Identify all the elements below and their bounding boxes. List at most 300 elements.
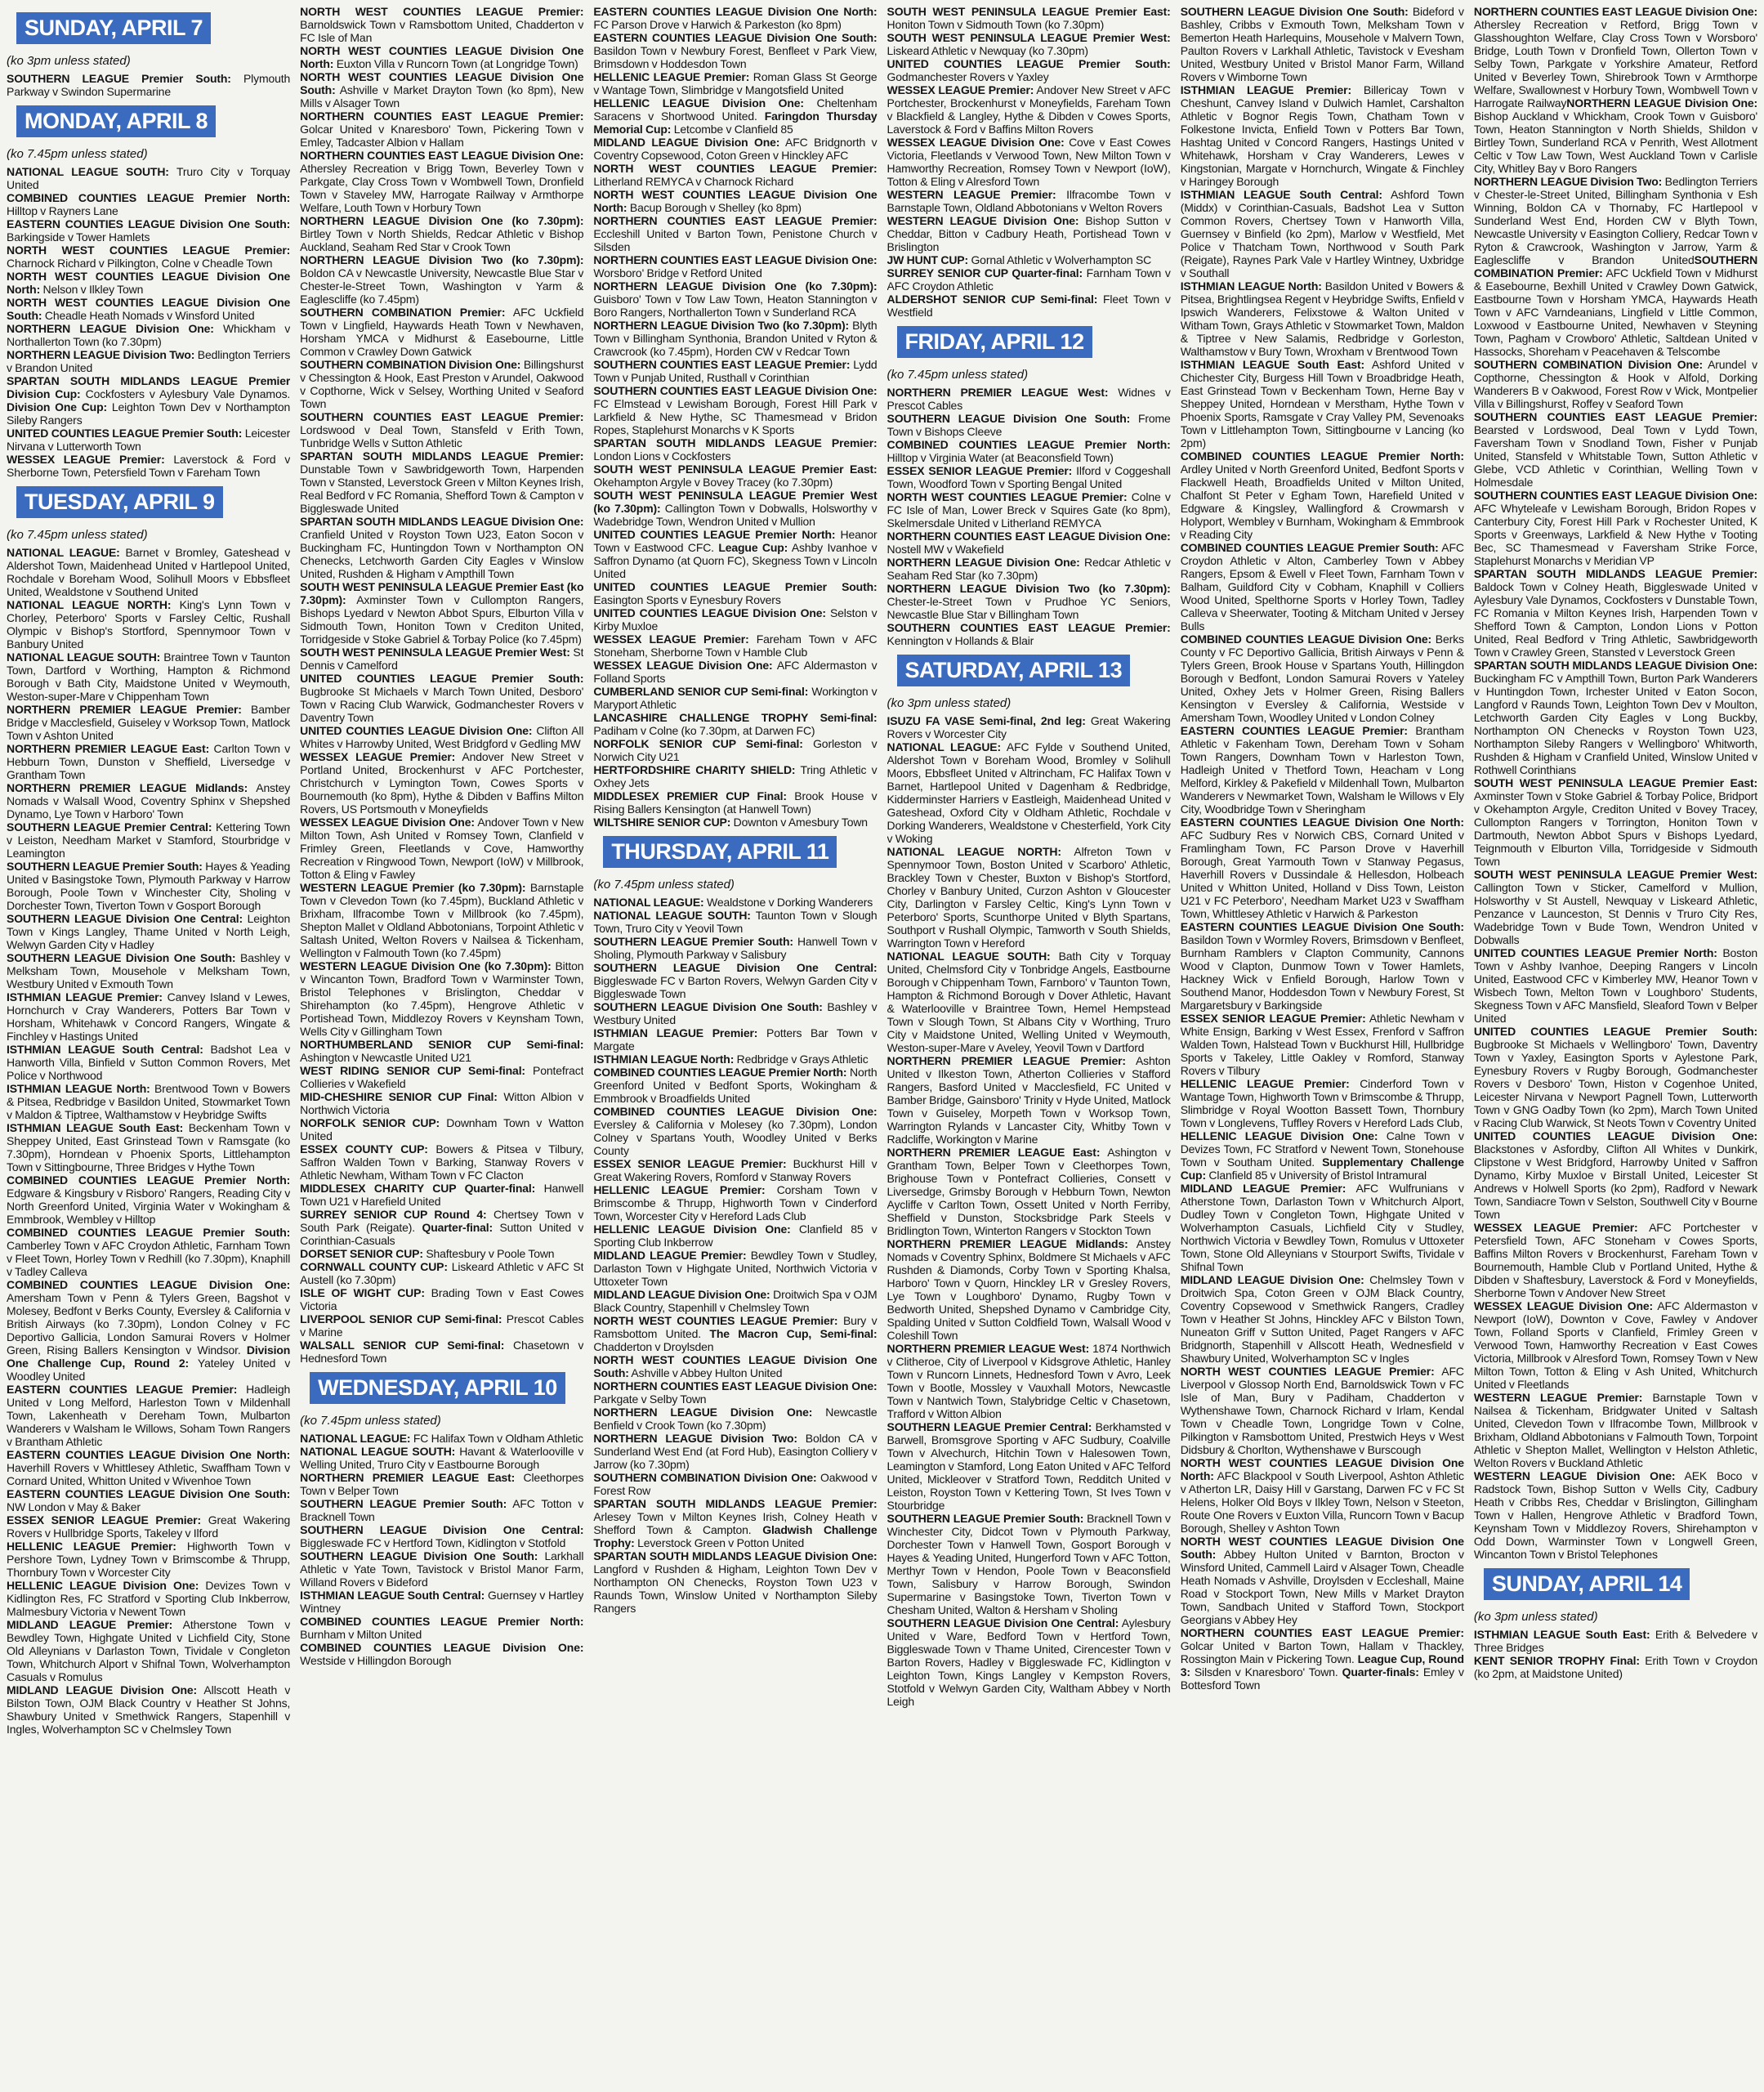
fixture-entry <box>593 909 877 935</box>
league-name: LIVERPOOL SENIOR CUP Semi-final: <box>300 1312 502 1325</box>
league-name: UNITED COUNTIES LEAGUE Premier North: <box>1473 946 1717 959</box>
fixture-text: Callington Town v Sticker, Camelford v Mullion, Holsworthy v St Austell, Newquay v Liskeard Athletic, Penzance v Launceston, St Dennis v Truro City Res, Wadebridge Town v Bude Town, Wendron United v Dobwalls <box>1473 881 1758 946</box>
league-name: MIDDLESEX PREMIER CUP Final: <box>593 789 787 802</box>
fixture-text: Devizes Town v Kidlington Res, FC Stratford v Sporting Club Inkberrow, Malmesbury Victoria v Newent Town <box>7 1579 291 1618</box>
fixture-entry <box>7 217 290 244</box>
league-name: HELLENIC LEAGUE Premier: <box>593 1183 766 1196</box>
column-1 <box>7 5 290 2092</box>
fixture-entry <box>887 530 1171 556</box>
fixture-text: Anstey Nomads v Walsall Wood, Coventry Sphinx v Shepshed Dynamo, Lye Town v Harboro' Town <box>7 781 291 820</box>
fixture-text: Erith Town v Croydon (ko 2pm, at Maidstone United) <box>1473 1654 1758 1680</box>
league-name: SOUTH WEST PENINSULA LEAGUE Premier West: <box>300 646 570 659</box>
fixture-entry <box>593 1026 877 1053</box>
fixture-text: Hanwell Town v Sholing, Plymouth Parkway v Salisbury <box>593 935 878 961</box>
league-name: SOUTHERN LEAGUE Premier South: <box>7 860 203 873</box>
fixture-text: Honiton Town v Sidmouth Town (ko 7.30pm) <box>886 18 1105 31</box>
league-name: DORSET SENIOR CUP: <box>300 1247 423 1260</box>
fixture-entry <box>593 1471 877 1497</box>
date-header: MONDAY, APRIL 8 <box>16 105 216 137</box>
fixture-entry <box>1474 1628 1757 1654</box>
kickoff-note: (ko 7.45pm unless stated) <box>300 1414 441 1428</box>
fixture-text: Bury v Ramsbottom United. <box>593 1314 878 1340</box>
fixture-text: Havant & Waterlooville v Welling United, Truro City v Eastbourne Borough <box>300 1445 584 1471</box>
fixture-entry <box>7 1448 290 1487</box>
fixture-text: Bedlington Terriers v Chester-le-Street United, Billingham Synthonia v Esh Winning, Boldon CA v Thornaby, FC Hartlepool v Sunderland West End, Horden CW v Blyth Town, Newcastle University v Easington Colliery, Redcar Town v Ryton & Crawcrook, Washington v Jarrow, Yarm & Eaglescliffe v Brandon United <box>1473 175 1758 266</box>
fixture-text: Taunton Town v Slough Town, Truro City v Yeovil Town <box>593 909 878 935</box>
fixture-entry <box>1181 1626 1464 1692</box>
fixture-entry <box>593 384 877 436</box>
league-name: COMBINED COUNTIES LEAGUE Division One: <box>1180 633 1432 646</box>
league-name: NORTHUMBERLAND SENIOR CUP Semi-final: <box>300 1038 584 1051</box>
league-name: EASTERN COUNTIES LEAGUE Division One North: <box>1180 816 1464 829</box>
league-name: SOUTH WEST PENINSULA LEAGUE Premier East: <box>886 5 1171 18</box>
league-name: ESSEX SENIOR LEAGUE Premier: <box>7 1513 201 1527</box>
league-name: MIDLAND LEAGUE Division One: <box>1180 1273 1364 1286</box>
fixture-entry <box>300 110 583 149</box>
fixture-text: Athletic Newham v White Ensign, Barking v West Essex, Frenford v Saffron Walden Town, Halstead Town v Buckhurst Hill, Hullbridge Sports v Takeley, Little Oakley v Romford, Stanway Rovers v Tilbury <box>1180 1012 1464 1077</box>
league-name: League Cup, Round 3: <box>1180 1652 1464 1679</box>
league-name: COMBINED COUNTIES LEAGUE Premier North: <box>300 1615 584 1628</box>
fixture-entry <box>593 162 877 188</box>
fixture-entry <box>1181 83 1464 188</box>
fixture-entry <box>7 650 290 703</box>
fixture-entry <box>7 1579 290 1618</box>
league-name: SOUTH WEST PENINSULA LEAGUE Premier East (ko 7.30pm): <box>300 580 584 606</box>
league-name: EASTERN COUNTIES LEAGUE Division One North: <box>593 5 878 18</box>
fixture-entry <box>1181 1077 1464 1129</box>
fixture-text: AFC Blackpool v South Liverpool, Ashton Athletic v Atherton LR, Daisy Hill v Garstang, Darwen FC v FC St Helens, Holker Old Boys v Ilkley Town, Nelson v Steeton, Route One Rovers v Euxton Villa, Runcorn Town v Bacup Borough, Shelley v Ashton Town <box>1180 1469 1464 1535</box>
fixture-text: Whickham v Northallerton Town (ko 7.30pm) <box>7 322 291 348</box>
fixture-entry <box>300 816 583 881</box>
fixture-text: Cove v East Cowes Victoria, Fleetlands v Verwood Town, New Milton Town v Hamworthy Recreation, Romsey Town v Newport (IoW), Totton & Eling v Alresford Town <box>886 136 1171 188</box>
column-2 <box>300 5 583 2092</box>
fixture-entry <box>300 1432 583 1445</box>
fixture-entry <box>1474 358 1757 410</box>
column-3 <box>593 5 877 2092</box>
league-name: SOUTH WEST PENINSULA LEAGUE Premier West: <box>1473 868 1758 881</box>
fixture-text: Blyth Town v Billingham Synthonia, Brandon United v Ryton & Crawcrook (ko 7.45pm), Horden CW v Redcar Town <box>593 319 878 358</box>
fixture-entry <box>1181 1365 1464 1456</box>
fixture-entry <box>7 322 290 348</box>
fixture-text: Bishop Auckland v Whickham, Crook Town v Guisboro' Town, Heaton Stannington v North Shields, Shildon v Birtley Town, Sunderland RCA v Penrith, West Allotment Celtic v Tow Law Town, West Auckland Town v Carlisle City, Whitley Bay v Boro Rangers <box>1473 110 1758 175</box>
fixture-text: Laverstock & Ford v Sherborne Town, Petersfield Town v Fareham Town <box>7 453 291 479</box>
fixture-entry <box>7 348 290 374</box>
league-name: SOUTHERN COMBINATION Division One: <box>1473 358 1704 371</box>
fixture-entry <box>1474 1299 1757 1391</box>
fixture-entry <box>1181 279 1464 358</box>
league-name: SPARTAN SOUTH MIDLANDS LEAGUE Premier: <box>593 1497 878 1510</box>
league-name: WESSEX LEAGUE Premier: <box>7 453 165 466</box>
fixture-text: Sutton United v Corinthian-Casuals <box>300 1221 584 1247</box>
fixture-entry <box>300 70 583 110</box>
league-name: NORTH WEST COUNTIES LEAGUE Premier: <box>593 162 878 175</box>
kickoff-note: (ko 7.45pm unless stated) <box>886 368 1029 382</box>
kickoff-note: (ko 7.45pm unless stated) <box>7 147 148 161</box>
fixture-entry <box>887 582 1171 621</box>
fixture-text: Redcar Athletic v Seaham Red Star (ko 7.30pm) <box>886 556 1171 582</box>
fixture-entry <box>593 136 877 162</box>
fixture-entry <box>300 253 583 306</box>
fixture-text: Plymouth Parkway v Swindon Supermarine <box>7 72 291 98</box>
league-name: WESTERN LEAGUE Division One: <box>1473 1469 1676 1482</box>
league-name: SOUTHERN LEAGUE Division One Central: <box>593 961 878 974</box>
fixture-entry <box>593 489 877 528</box>
fixture-entry <box>593 1497 877 1549</box>
fixture-entry <box>300 959 583 1038</box>
fixture-text: Brading Town v East Cowes Victoria <box>300 1286 584 1312</box>
fixture-text: Easington Sports v Eynesbury Rovers <box>593 593 781 606</box>
fixture-entry <box>887 253 1171 266</box>
fixture-entry <box>887 556 1171 582</box>
fixture-entry <box>887 714 1171 740</box>
league-name: NATIONAL LEAGUE SOUTH: <box>7 165 169 178</box>
fixture-entry <box>300 1208 583 1247</box>
fixture-text: London Lions v Cockfosters <box>593 449 731 463</box>
league-name: NATIONAL LEAGUE NORTH: <box>7 598 172 611</box>
fixture-text: Clifton All Whites v Harrowby United, West Bridgford v Gedling MW <box>300 724 584 750</box>
fixture-entry <box>300 881 583 959</box>
league-name: NORTHERN LEAGUE Division Two (ko 7.30pm): <box>886 582 1171 595</box>
fixture-entry <box>7 72 290 98</box>
fixture-entry <box>300 1312 583 1339</box>
fixture-text: FC Halifax Town v Oldham Athletic <box>410 1432 583 1445</box>
fixture-text: St Dennis v Camelford <box>300 646 584 672</box>
fixture-text: Shaftesbury v Poole Town <box>422 1247 555 1260</box>
league-name: WESSEX LEAGUE Premier: <box>300 750 456 763</box>
league-name: UNITED COUNTIES LEAGUE Premier South: <box>1473 1025 1758 1038</box>
league-name: Division One Cup: <box>7 400 108 413</box>
fixture-text: Chertsey Town v South Park (Reigate). <box>300 1208 584 1234</box>
league-name: COMBINED COUNTIES LEAGUE Premier South: <box>1180 541 1439 554</box>
fixture-entry <box>593 711 877 737</box>
league-name: EASTERN COUNTIES LEAGUE Division One South: <box>593 31 878 44</box>
league-name: SURREY SENIOR CUP Quarter-final: <box>886 266 1083 279</box>
fixture-text: Letcombe v Clanfield 85 <box>671 123 793 136</box>
league-name: SOUTHERN LEAGUE Division One South: <box>593 1000 823 1013</box>
fixture-entry <box>7 820 290 860</box>
league-name: NORTHERN COUNTIES EAST LEAGUE Premier: <box>300 110 584 123</box>
league-name: UNITED COUNTIES LEAGUE Premier South: <box>300 672 584 685</box>
fixture-text: Atherstone Town v Bewdley Town, Highgate United v Lichfield City, Stone Old Alleynians v Darlaston Town, Tividale v Congleton Town, Whitchurch Alport v Shifnal Town, Wolverhampton Casuals v Romulus <box>7 1618 291 1683</box>
league-name: ESSEX COUNTY CUP: <box>300 1142 428 1156</box>
fixture-entry <box>593 1223 877 1249</box>
fixture-text: Farnham Town v AFC Croydon Athletic <box>886 266 1171 293</box>
league-name: NORTHERN COUNTIES EAST LEAGUE Division One: <box>300 149 584 162</box>
fixture-text: Andover New Street v Portland United, Brockenhurst v AFC Portchester, Christchurch v Lymington Town, Cowes Sports v Bournemouth (ko 8pm), Hythe & Dibden v Baffins Milton Rovers, US Portsmouth v Moneyfields <box>300 750 584 816</box>
fixture-entry <box>1474 1391 1757 1469</box>
league-name: UNITED COUNTIES LEAGUE Premier North: <box>593 528 836 541</box>
fixture-text: AFC Wulfrunians v Atherstone Town, Darlaston Town v Whitchurch Alport, Dudley Town v Congleton Town, Highgate United v Wolverhampton Casuals, Lichfield City v Studley, Northwich Victoria v Bewdley Town, Romulus v Uttoxeter Town, Stone Old Alleynians v Stourport Swifts, Tividale v Shifnal Town <box>1180 1182 1464 1273</box>
fixture-entry <box>887 1616 1171 1708</box>
fixture-entry <box>300 750 583 816</box>
league-name: SOUTHERN COUNTIES EAST LEAGUE Premier: <box>300 410 584 423</box>
league-name: ESSEX SENIOR LEAGUE Premier: <box>593 1157 787 1170</box>
league-name: NORTHERN PREMIER LEAGUE East: <box>300 1471 516 1484</box>
fixture-text: NW London v May & Baker <box>7 1500 141 1513</box>
fixture-entry <box>1474 1129 1757 1221</box>
league-name: SOUTHERN LEAGUE Premier South: <box>886 1512 1084 1525</box>
fixture-text: Berkhamsted v Barwell, Bromsgrove Sporting v AFC Sudbury, Coalville Town v Alvechurch, Hitchin Town v Halesowen Town, Leamington v Stamford, Long Eaton United v AFC Telford United, Mickleover v Stratford Town, Redditch United v Leiston, Royston Town v Kettering Town, St Ives Town v Stourbridge <box>886 1420 1171 1512</box>
league-name: NORTH WEST COUNTIES LEAGUE Division One North: <box>1180 1456 1464 1482</box>
fixture-text: Ashby Ivanhoe v Saffron Dynamo (at Quorn FC), Skegness Town v Lincoln United <box>593 541 878 580</box>
league-name: SOUTHERN LEAGUE Division One Central: <box>7 912 243 925</box>
fixture-entry <box>1181 1273 1464 1365</box>
fixture-text: Ashville v Abbey Hulton United <box>628 1366 783 1379</box>
fixture-text: Bideford v Bashley, Cribbs v Exmouth Town, Melksham Town v Bemerton Heath Harlequins, Mousehole v Malvern Town, Paulton Rovers v Larkhall Athletic, Tavistock v Evesham United, Westbury United v Bristol Manor Farm, Willand Rovers v Wimborne Town <box>1180 5 1464 83</box>
fixture-text: Chester-le-Street Town v Prudhoe YC Seniors, Newcastle Blue Star v Billingham Town <box>886 595 1171 621</box>
fixture-text: AFC Portchester v Petersfield Town, AFC Stoneham v Cowes Sports, Baffins Milton Rovers v Brockenhurst, Fareham Town v Bournemouth, Hamble Club v Portland United, Hythe & Dibden v Shaftesbury, Laverstock & Ford v Moneyfields, Sherborne Town v Andover New Street <box>1473 1221 1758 1299</box>
league-name: SOUTH WEST PENINSULA LEAGUE Premier East: <box>1473 776 1758 789</box>
fixture-entry <box>300 1260 583 1286</box>
fixture-text: Bearsted v Lordswood, Deal Town v Lydd Town, Faversham Town v Snodland Town, Fisher v Punjab United, Stansfeld v Whitstable Town, Sutton Athletic v Glebe, VCD Athletic v Corinthian, Welling Town v Holmesdale <box>1473 423 1758 489</box>
league-name: WESSEX LEAGUE Premier: <box>886 83 1034 96</box>
league-name: SOUTHERN COUNTIES EAST LEAGUE Division One: <box>1473 489 1758 502</box>
fixture-entry <box>300 1471 583 1497</box>
fixture-entry <box>593 528 877 580</box>
fixture-entry <box>1181 541 1464 633</box>
fixture-text: Arundel v Copthorne, Chessington & Hook v Alfold, Dorking Wanderers B v Oakwood, Forest Row v Wick, Montpelier Villa v Billingshurst, Roffey v Seaford Town <box>1473 358 1758 410</box>
fixture-entry <box>1474 1025 1757 1129</box>
league-name: SOUTHERN COMBINATION Premier: <box>1473 253 1758 279</box>
league-name: UNITED COUNTIES LEAGUE Division One: <box>1473 1129 1758 1142</box>
fixture-text: Tring Athletic v Oxhey Jets <box>593 763 878 789</box>
fixture-entry <box>300 1038 583 1064</box>
league-name: NORTH WEST COUNTIES LEAGUE Premier: <box>1180 1365 1435 1378</box>
fixture-entry <box>7 703 290 742</box>
fixture-entry <box>300 646 583 672</box>
league-name: NORTHERN LEAGUE Division Two: <box>593 1432 797 1445</box>
column-4 <box>887 5 1171 2092</box>
league-name: SOUTHERN COUNTIES EAST LEAGUE Division One: <box>593 384 878 397</box>
fixture-entry <box>1474 659 1757 776</box>
league-name: NORTHERN PREMIER LEAGUE Premier: <box>886 1054 1126 1067</box>
league-name: UNITED COUNTIES LEAGUE Premier South: <box>593 580 878 593</box>
fixture-text: Bamber Bridge v Macclesfield, Guiseley v Worksop Town, Matlock Town v Ashton United <box>7 703 291 742</box>
league-name: SOUTHERN LEAGUE Division One South: <box>7 951 236 964</box>
league-name: NORTHERN PREMIER LEAGUE West: <box>886 386 1109 399</box>
fixture-text: Langford v Rushden & Higham, Leighton Town Dev v Northampton ON Chenecks, Royston Town U23 v Raunds Town, Winslow United v Northampton Sileby Rangers <box>593 1562 878 1615</box>
fixture-entry <box>593 96 877 136</box>
fixture-text: Boston Town v Ashby Ivanhoe, Deeping Rangers v Lincoln United, Eastwood CFC v Kimberley MW, Heanor Town v Wisbech Town, Melton Town v Loughboro' Students, Skegness Town v AFC Mansfield, Sleaford Town v Belper United <box>1473 946 1758 1025</box>
fixture-entry <box>1181 1129 1464 1182</box>
league-name: NORTH WEST COUNTIES LEAGUE Division One South: <box>1180 1535 1464 1561</box>
league-name: ISTHMIAN LEAGUE Premier: <box>7 990 163 1004</box>
fixture-entry <box>7 296 290 322</box>
fixture-entry <box>7 1618 290 1683</box>
fixture-text: Yateley United v Woodley United <box>7 1357 291 1383</box>
league-name: NORTH WEST COUNTIES LEAGUE Premier: <box>886 490 1128 503</box>
league-name: Quarter-final: <box>422 1221 493 1234</box>
fixture-text: Boldon CA v Sunderland West End (at Ford Hub), Easington Colliery v Jarrow (ko 7.30pm) <box>593 1432 878 1471</box>
fixture-text: Guernsey v Hartley Wintney <box>300 1589 584 1615</box>
fixture-entry <box>7 427 290 453</box>
fixture-text: Basildon Town v Wormley Rovers, Brimsdown v Benfleet, Burnham Ramblers v Clapton Community, Cannons Wood v Clapton, Dunmow Town v Tower Hamlets, Hackney Wick v Enfield Borough, Harlow Town v Southend Manor, Hoddesdon Town v Newbury Forest, St Margaretsbury v Barkingside <box>1180 933 1464 1012</box>
fixture-text: Biggleswade FC v Hertford Town, Kidlington v Stotfold <box>300 1536 566 1549</box>
league-name: ISLE OF WIGHT CUP: <box>300 1286 425 1299</box>
league-name: SOUTH WEST PENINSULA LEAGUE Premier East: <box>593 463 878 476</box>
fixture-text: Beckenham Town v Sheppey United, East Grinstead Town v Ramsgate (ko 7.30pm), Horndean v Phoenix Sports, Littlehampton Town v Sittingbourne, Three Bridges v Hythe Town <box>7 1121 291 1173</box>
fixture-entry <box>7 781 290 820</box>
fixture-text: Barnet v Bromley, Gateshead v Aldershot Town, Maidenhead United v Hartlepool United, Rochdale v Boreham Wood, Solihull Moors v Ebbsfleet United, Wealdstone v Southend United <box>7 546 291 598</box>
fixture-text: Hadleigh United v Long Melford, Harleston Town v Mildenhall Town, Lakenheath v Dereham Town, Mulbarton Wanderers v Walsham le Willows, Soham Town Rangers v Brantham Athletic <box>7 1383 291 1448</box>
league-name: NATIONAL LEAGUE: <box>593 896 704 909</box>
fixture-entry <box>593 580 877 606</box>
fixture-text: Leighton Town Dev v Northampton Sileby Rangers <box>7 400 291 427</box>
fixture-text: Silsden v Knaresboro' Town. <box>1190 1665 1342 1679</box>
fixture-entry <box>1181 920 1464 1012</box>
kickoff-note: (ko 7.45pm unless stated) <box>593 878 735 892</box>
kickoff-note: (ko 3pm unless stated) <box>886 696 1012 710</box>
league-name: NORTHERN LEAGUE Division One: <box>593 1406 813 1419</box>
fixture-entry <box>7 546 290 598</box>
fixture-text: Burnham v Milton United <box>300 1628 422 1641</box>
fixture-entry <box>7 191 290 217</box>
league-name: NORTHERN COUNTIES EAST LEAGUE Division One: <box>1473 5 1758 18</box>
fixture-text: AFC Liverpool v Glossop North End, Barnoldswick Town v FC Isle of Man, Bury v Padiham, Chadderton v Wythenshawe Town, Charnock Richard v Irlam, Kendal Town v Cheadle Town, Longridge Town v Colne, Pilkington v Ramsbottom United, Prestwich Heys v West Didsbury & Chorlton, Wythenshawe v Burscough <box>1180 1365 1464 1456</box>
fixture-entry <box>593 1105 877 1157</box>
fixture-text: Hanwell Town U21 v Harefield United <box>300 1182 584 1208</box>
league-name: SPARTAN SOUTH MIDLANDS LEAGUE Division One: <box>593 1549 878 1562</box>
fixture-text: Litherland REMYCA v Charnock Richard <box>593 175 794 188</box>
fixture-text: Corsham Town v Brimscombe & Thrupp, Highworth Town v Cinderford Town, Worcester City v Hereford Lads Club <box>593 1183 878 1223</box>
league-name: EASTERN COUNTIES LEAGUE Division One South: <box>7 217 291 230</box>
fixture-text: Hilltop v Rayners Lane <box>7 204 118 217</box>
fixture-text: Ashford United v Chichester City, Burgess Hill Town v Broadbridge Heath, East Grinstead Town v Beckenham Town, Herne Bay v Sheppey United, Horndean v Merstham, Hythe Town v Phoenix Sports, Ramsgate v Cray Valley PM, Sevenoaks Town v Littlehampton Town, Sittingbourne v Lancing (ko 2pm) <box>1180 358 1464 449</box>
fixture-entry <box>887 83 1171 136</box>
league-name: Supplementary Challenge Cup: <box>1180 1156 1464 1182</box>
league-name: COMBINED COUNTIES LEAGUE Premier North: <box>1180 449 1464 463</box>
date-header: THURSDAY, APRIL 11 <box>603 836 837 868</box>
league-name: NORTHERN PREMIER LEAGUE Premier: <box>7 703 242 716</box>
league-name: HERTFORDSHIRE CHARITY SHIELD: <box>593 763 796 776</box>
fixture-text: Bugbrooke St Michaels v Wellingboro' Town, Daventry Town v Yaxley, Easington Sports v Aylestone Park, Eynesbury Rovers v Rugby Borough, Godmanchester Rovers v Desboro' Town, Histon v Cogenhoe United, Leicester Nirvana v Newport Pagnell Town, Lutterworth Town v GNG Oadby Town (ko 2pm), March Town United v Racing Club Warwick, St Neots Town v Coventry United <box>1473 1038 1758 1129</box>
fixture-entry <box>593 188 877 214</box>
league-name: Faringdon Thursday Memorial Cup: <box>593 110 878 136</box>
fixture-text: Barnoldswick Town v Ramsbottom United, Chadderton v FC Isle of Man <box>300 18 584 44</box>
fixture-entry <box>300 1445 583 1471</box>
fixture-text: Great Wakering Rovers v Worcester City <box>886 714 1171 740</box>
fixture-entry <box>7 951 290 990</box>
league-name: ISTHMIAN LEAGUE South Central: <box>300 1589 485 1602</box>
fixture-text: Leicester Nirvana v Lutterworth Town <box>7 427 291 453</box>
fixture-entry <box>1181 724 1464 816</box>
fixture-entry <box>887 1146 1171 1237</box>
fixture-entry <box>593 606 877 633</box>
league-name: JW HUNT CUP: <box>886 253 968 266</box>
fixture-text: Chadderton v Droylsden <box>593 1340 714 1353</box>
fixture-text: Downton v Amesbury Town <box>730 816 868 829</box>
league-name: LANCASHIRE CHALLENGE TROPHY Semi-final: <box>593 711 878 724</box>
league-name: EASTERN COUNTIES LEAGUE Division One South: <box>1180 920 1464 933</box>
fixture-text: Axminster Town v Stoke Gabriel & Torbay Police, Bridport v Okehampton Argyle, Crediton United v Bovey Tracey, Cullompton Rangers v Torrington, Honiton Town v Dartmouth, Newton Abbot Spurs v Bishops Lyedard, Teignmouth v Elburton Villa, Torridgeside v Sidmouth Town <box>1473 789 1758 868</box>
league-name: NORTH WEST COUNTIES LEAGUE Division One North: <box>300 44 584 70</box>
league-name: NORTH WEST COUNTIES LEAGUE Division One North: <box>7 270 291 296</box>
league-name: MID-CHESHIRE SENIOR CUP Final: <box>300 1090 498 1103</box>
fixture-entry <box>593 737 877 763</box>
league-name: ALDERSHOT SENIOR CUP Semi-final: <box>886 293 1098 306</box>
fixture-text: FC Parson Drove v Harwich & Parkeston (ko 8pm) <box>593 18 842 31</box>
fixture-entry <box>1181 188 1464 279</box>
league-name: ISTHMIAN LEAGUE Premier: <box>593 1026 758 1039</box>
league-name: HELLENIC LEAGUE Division One: <box>593 96 804 110</box>
league-name: SPARTAN SOUTH MIDLANDS LEAGUE Premier: <box>593 436 878 449</box>
fixture-text: Emley v Bottesford Town <box>1180 1665 1464 1692</box>
fixture-text: Bashley v Melksham Town, Mousehole v Melksham Town, Westbury United v Exmouth Town <box>7 951 291 990</box>
league-name: NORTHERN LEAGUE Division One (ko 7.30pm): <box>593 279 878 293</box>
fixture-entry <box>1181 1012 1464 1077</box>
fixture-text: Billingshurst v Chessington & Hook, East Preston v Arundel, Oakwood v Copthorne, Wick v Selsey, Worthing United v Seaford Town <box>300 358 584 410</box>
fixture-entry <box>300 410 583 449</box>
league-name: SOUTHERN LEAGUE Premier Central: <box>7 820 212 834</box>
fixture-text: Potters Bar Town v Margate <box>593 1026 878 1053</box>
fixture-text: Carlton Town v Hebburn Town, Dunston v Sheffield, Liversedge v Grantham Town <box>7 742 291 781</box>
fixture-entry <box>1181 5 1464 83</box>
fixture-text: Gornal Athletic v Wolverhampton SC <box>968 253 1152 266</box>
fixture-entry <box>887 1054 1171 1146</box>
fixture-text: Charnock Richard v Pilkington, Colne v Cheadle Town <box>7 257 273 270</box>
league-name: SOUTHERN COMBINATION Premier: <box>300 306 506 319</box>
fixture-entry <box>300 1523 583 1549</box>
league-name: SOUTH WEST PENINSULA LEAGUE Premier West (ko 7.30pm): <box>593 489 878 515</box>
league-name: NORTHERN PREMIER LEAGUE East: <box>886 1146 1101 1159</box>
fixture-text: Droitwich Spa v OJM Black Country, Stapenhill v Chelmsley Town <box>593 1288 878 1314</box>
fixture-entry <box>887 266 1171 293</box>
fixture-entry <box>300 724 583 750</box>
fixture-text: Buckhurst Hill v Great Wakering Rovers, Romford v Stanway Rovers <box>593 1157 878 1183</box>
fixture-text: Golcar United v Knaresboro' Town, Pickering Town v Emley, Tadcaster Albion v Hallam <box>300 123 584 149</box>
league-name: NATIONAL LEAGUE: <box>7 546 120 559</box>
league-name: NORTHERN PREMIER LEAGUE Midlands: <box>7 781 248 794</box>
league-name: WESSEX LEAGUE Division One: <box>593 659 773 672</box>
league-name: NORTHERN PREMIER LEAGUE West: <box>886 1342 1090 1355</box>
league-name: SOUTHERN LEAGUE Premier South: <box>300 1497 507 1510</box>
fixture-entry <box>7 453 290 479</box>
fixture-entry <box>7 1278 290 1383</box>
fixture-text: Bugbrooke St Michaels v March Town United, Desboro' Town v Racing Club Warwick, Godmanchester Rovers v Daventry Town <box>300 685 584 724</box>
fixture-text: Bracknell Town v Winchester City, Didcot Town v Plymouth Parkway, Dorchester Town v Hanwell Town, Gosport Borough v Hayes & Yeading United, Hungerford Town v AFC Totton, Merthyr Town v Hendon, Poole Town v Beaconsfield Town, Salisbury v Harrow Borough, Swindon Supermarine v Basingstoke Town, Tiverton Town v Chesham United, Walton & Hersham v Sholing <box>886 1512 1171 1616</box>
fixture-text: Frome Town v Bishops Cleeve <box>886 412 1171 438</box>
fixture-text: Bowers & Pitsea v Tilbury, Saffron Walden Town v Barking, Stanway Rovers v Athletic Newham, Witham Town v FC Clacton <box>300 1142 584 1182</box>
league-name: SPARTAN SOUTH MIDLANDS LEAGUE Division One: <box>300 515 584 528</box>
fixture-text: Hayes & Yeading United v Basingstoke Town, Plymouth Parkway v Harrow Borough, Poole Town v Winchester City, Sholing v Dorchester Town, Tiverton Town v Gosport Borough <box>7 860 291 912</box>
fixture-entry <box>887 5 1171 31</box>
fixture-text: Ashington v Grantham Town, Belper Town v Cleethorpes Town, Brighouse Town v Pontefract Collieries, Consett v Liversedge, Grimsby Borough v Hebburn Town, Newton Aycliffe v Carlton Town, Ossett United v North Ferriby, Sheffield v Dunston, Stocksbridge Park Steels v Bridlington Town, Winterton Rangers v Stockton Town <box>886 1146 1171 1237</box>
fixture-text: Ashington v Newcastle United U21 <box>300 1051 471 1064</box>
date-header: SUNDAY, APRIL 7 <box>16 12 211 44</box>
league-name: MIDLAND LEAGUE Premier: <box>7 1618 173 1631</box>
fixture-text: AFC Fylde v Southend United, Aldershot Town v Boreham Wood, Bromley v Solihull Moors, Ebbsfleet United v Altrincham, FC Halifax Town v Barnet, Hartlepool United v Dagenham & Redbridge, Kidderminster Harriers v Eastleigh, Maidenhead United v Gateshead, Oxford City v Oldham Athletic, Rochdale v Dorking Wanderers, Wealdstone v Chesterfield, York City v Woking <box>886 740 1171 845</box>
league-name: EASTERN COUNTIES LEAGUE Division One North: <box>7 1448 291 1461</box>
fixture-entry <box>1474 410 1757 489</box>
fixture-text: Witton Albion v Northwich Victoria <box>300 1090 584 1116</box>
fixture-text: AFC Aldermaston v Newport (IoW), Downton v Cove, Fawley v Andover Town, Folland Sports v Clanfield, Frimley Green v Verwood Town, Hamworthy Recreation v East Cowes Victoria, Millbrook v Alresford Town, Romsey Town v New Milton Town, Totton & Eling v Ash United, Whitchurch United v Fleetlands <box>1473 1299 1758 1391</box>
fixture-entry <box>300 449 583 515</box>
fixture-text: Euxton Villa v Runcorn Town (at Longridge Town) <box>333 57 578 70</box>
fixture-entry <box>300 1142 583 1182</box>
fixture-text: Basildon Town v Newbury Forest, Benfleet v Park View, Brimsdown v Hoddesdon Town <box>593 44 878 70</box>
fixture-entry <box>7 1173 290 1226</box>
fixture-entry <box>593 1314 877 1353</box>
fixture-text: Cranfield United v Royston Town U23, Eaton Socon v Buckingham FC, Huntingdon Town v Northampton ON Chenecks, Letchworth Garden City Eagles v Winslow United, Rushden & Higham v Ampthill Town <box>300 528 584 580</box>
column-5 <box>1181 5 1464 2092</box>
kickoff-note: (ko 7.45pm unless stated) <box>7 528 148 542</box>
fixture-text: Lydd Town v Punjab United, Rusthall v Corinthian <box>593 358 878 384</box>
league-name: SOUTHERN LEAGUE Division One South: <box>1180 5 1409 18</box>
fixture-text: Ilford v Coggeshall Town, Woodford Town v Sporting Bengal United <box>886 464 1171 490</box>
fixture-entry <box>593 659 877 685</box>
fixture-entry <box>300 214 583 253</box>
fixture-entry <box>593 1549 877 1615</box>
